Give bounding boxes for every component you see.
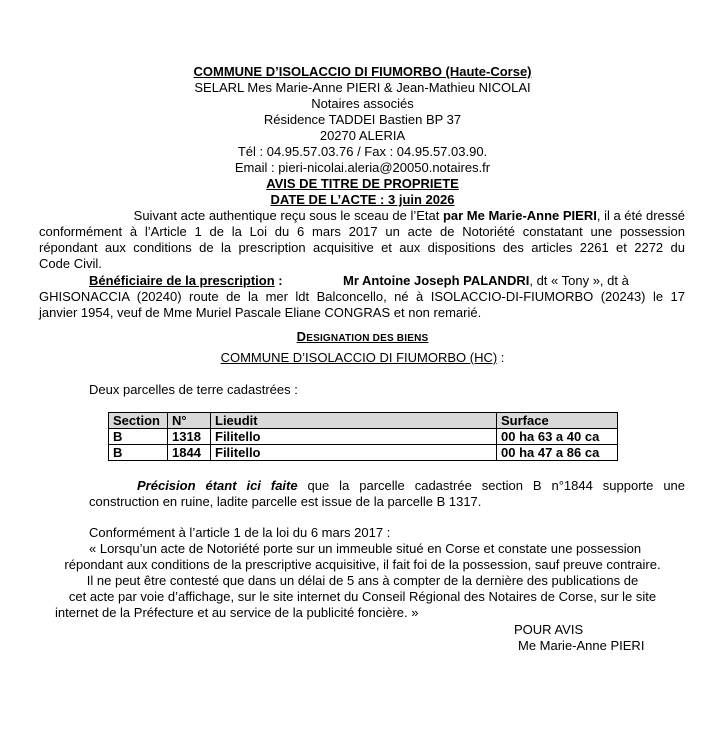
header-lieudit: Lieudit bbox=[211, 413, 497, 429]
intro-line-2: conformément à l’Article 1 de la Loi du 6 mars 2017 un acte de Notoriété constatant une possession bbox=[39, 224, 685, 239]
beneficiary-line-3: janvier 1954, veuf de Mme Muriel Pascale Eliane CONGRAS et non remarié. bbox=[39, 305, 482, 320]
cell-lieudit: Filitello bbox=[211, 445, 497, 461]
pour-avis: POUR AVIS bbox=[514, 622, 584, 637]
parcels-table bbox=[108, 412, 618, 461]
precision-line-2: construction en ruine, ladite parcelle est issue de la parcelle B 1317. bbox=[89, 494, 482, 509]
commune-heading: COMMUNE D’ISOLACCIO DI FIUMORBO (Haute-Corse) bbox=[193, 64, 532, 79]
table-row bbox=[109, 445, 618, 461]
law-line-1: Conformément à l’article 1 de la loi du 6 mars 2017 : bbox=[89, 525, 391, 540]
cell-section: B bbox=[109, 445, 168, 461]
intro-line-1: Suivant acte authentique reçu sous le sceau de l’Etat par Me Marie-Anne PIERI, il a été dressé bbox=[133, 208, 685, 223]
header-number: N° bbox=[168, 413, 211, 429]
law-line-3: répondant aux conditions de la prescriptive acquisitive, il fait foi de la possession, sauf preuve contraire. bbox=[64, 557, 661, 572]
selarl-line: SELARL Mes Marie-Anne PIERI & Jean-Mathieu NICOLAI bbox=[194, 80, 531, 95]
cell-number: 1844 bbox=[168, 445, 211, 461]
law-line-4: Il ne peut être contesté que dans un délai de 5 ans à compter de la dernière des publications de bbox=[86, 573, 639, 588]
city-line: 20270 ALERIA bbox=[319, 128, 406, 143]
residence-line: Résidence TADDEI Bastien BP 37 bbox=[263, 112, 462, 127]
notary-signature: Me Marie-Anne PIERI bbox=[518, 638, 645, 653]
intro-line-3: répondant aux conditions de la prescription acquisitive et aux dispositions des articles 2261 et 2272 du bbox=[39, 240, 685, 255]
notaires-line: Notaires associés bbox=[311, 96, 414, 111]
designation-heading: DESIGNATION DES BIENS bbox=[296, 329, 429, 344]
cell-surface: 00 ha 63 a 40 ca bbox=[497, 429, 618, 445]
precision-line-1: Précision étant ici faite que la parcelle cadastrée section B n°1844 supporte une bbox=[137, 478, 686, 493]
beneficiary-label: Bénéficiaire de la prescription bbox=[89, 273, 275, 288]
designation-commune-line: COMMUNE D’ISOLACCIO DI FIUMORBO (HC) : bbox=[220, 350, 505, 365]
cell-lieudit: Filitello bbox=[211, 429, 497, 445]
parcels-intro: Deux parcelles de terre cadastrées : bbox=[89, 382, 298, 397]
law-line-6: internet de la Préfecture et au service de la publicité foncière. » bbox=[55, 605, 419, 620]
cell-number: 1318 bbox=[168, 429, 211, 445]
header-surface: Surface bbox=[497, 413, 618, 429]
cell-surface: 00 ha 47 a 86 ca bbox=[497, 445, 618, 461]
law-line-2: « Lorsqu’un acte de Notoriété porte sur un immeuble situé en Corse et constate une possession bbox=[89, 541, 642, 556]
avis-title: AVIS DE TITRE DE PROPRIETE bbox=[266, 176, 459, 191]
beneficiary-line-2: GHISONACCIA (20240) route de la mer ldt Balconcello, né à ISOLACCIO-DI-FIUMORBO (20243) le 17 bbox=[39, 289, 685, 304]
email-line: Email : pieri-nicolai.aleria@20050.notaires.fr bbox=[234, 160, 491, 175]
table-row bbox=[109, 429, 618, 445]
acte-date: DATE DE L’ACTE : 3 juin 2026 bbox=[270, 192, 455, 207]
phone-line: Tél : 04.95.57.03.76 / Fax : 04.95.57.03.90. bbox=[237, 144, 488, 159]
law-line-5: cet acte par voie d’affichage, sur le site internet du Conseil Régional des Notaires de Corse, sur le site bbox=[68, 589, 657, 604]
header-section: Section bbox=[109, 413, 168, 429]
intro-line-4: Code Civil. bbox=[39, 256, 102, 271]
beneficiary-name: Mr Antoine Joseph PALANDRI bbox=[343, 273, 530, 288]
cell-section: B bbox=[109, 429, 168, 445]
table-header-row bbox=[109, 413, 618, 429]
beneficiary-line-1: Bénéficiaire de la prescription : Mr Antoine Joseph PALANDRI, dt « Tony », dt à bbox=[89, 273, 629, 288]
